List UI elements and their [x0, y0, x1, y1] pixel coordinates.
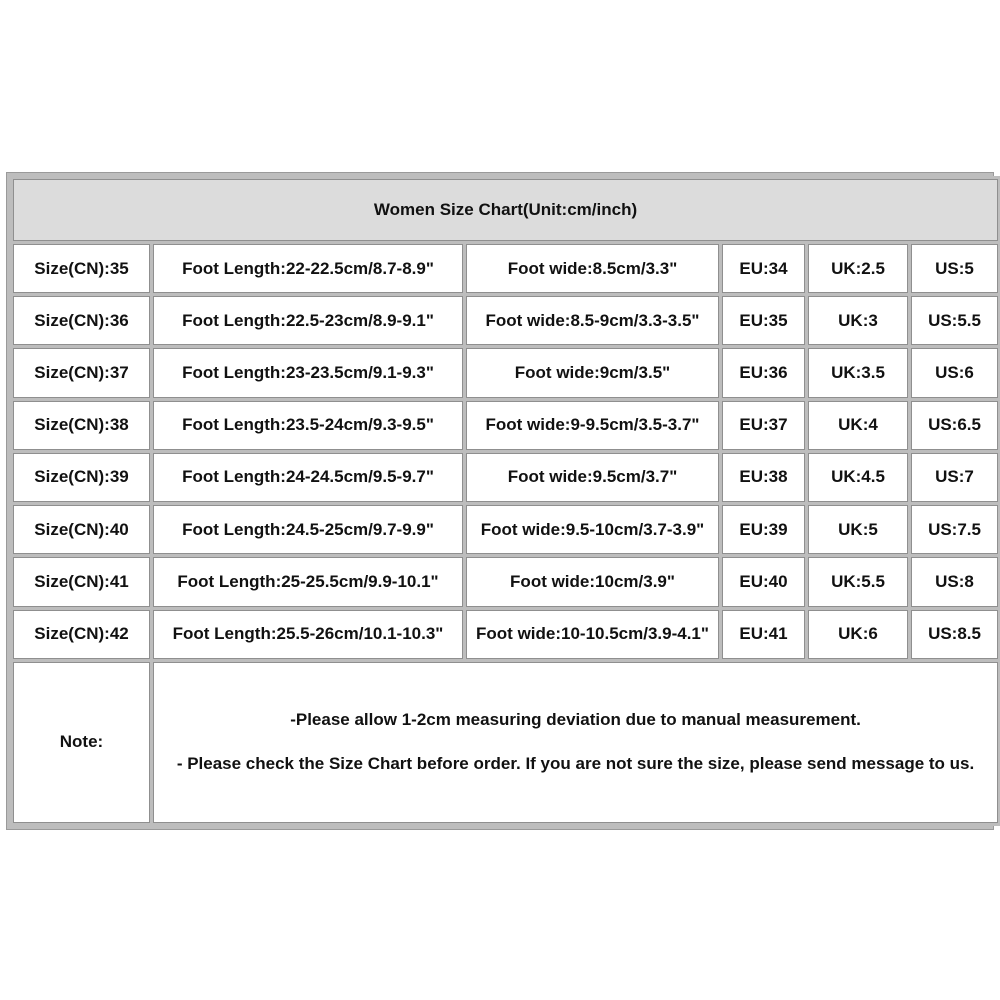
- table-row: [13, 557, 998, 606]
- note-line-deviation: -Please allow 1-2cm measuring deviation due to manual measurement.: [290, 710, 861, 730]
- size-cn-cell: Size(CN):38: [13, 401, 150, 450]
- note-text: [153, 662, 998, 823]
- us-size-cell: US:7: [911, 453, 998, 502]
- note-line-check-chart: - Please check the Size Chart before order. If you are not sure the size, please send message to us.: [176, 754, 975, 774]
- us-size-cell: US:5: [911, 244, 998, 293]
- table-row: [13, 453, 998, 502]
- foot-wide-cell: Foot wide:8.5cm/3.3": [466, 244, 719, 293]
- foot-wide-cell: Foot wide:10cm/3.9": [466, 557, 719, 606]
- uk-size-cell: UK:5.5: [808, 557, 908, 606]
- us-size-cell: US:7.5: [911, 505, 998, 554]
- eu-size-cell: EU:38: [722, 453, 805, 502]
- size-cn-cell: Size(CN):39: [13, 453, 150, 502]
- foot-length-cell: Foot Length:25-25.5cm/9.9-10.1": [153, 557, 463, 606]
- foot-length-cell: Foot Length:22.5-23cm/8.9-9.1": [153, 296, 463, 345]
- table-row: [13, 610, 998, 659]
- uk-size-cell: UK:4: [808, 401, 908, 450]
- us-size-cell: US:5.5: [911, 296, 998, 345]
- foot-length-cell: Foot Length:24.5-25cm/9.7-9.9": [153, 505, 463, 554]
- us-size-cell: US:8.5: [911, 610, 998, 659]
- foot-wide-cell: Foot wide:9.5-10cm/3.7-3.9": [466, 505, 719, 554]
- eu-size-cell: EU:34: [722, 244, 805, 293]
- size-cn-cell: Size(CN):37: [13, 348, 150, 397]
- foot-wide-cell: Foot wide:9cm/3.5": [466, 348, 719, 397]
- us-size-cell: US:6: [911, 348, 998, 397]
- note-row: [13, 662, 998, 823]
- table-row: [13, 348, 998, 397]
- eu-size-cell: EU:37: [722, 401, 805, 450]
- foot-wide-cell: Foot wide:9-9.5cm/3.5-3.7": [466, 401, 719, 450]
- table-row: [13, 401, 998, 450]
- eu-size-cell: EU:36: [722, 348, 805, 397]
- eu-size-cell: EU:35: [722, 296, 805, 345]
- size-table: [10, 176, 1000, 826]
- title-row: [13, 179, 998, 241]
- uk-size-cell: UK:5: [808, 505, 908, 554]
- table-row: [13, 296, 998, 345]
- uk-size-cell: UK:6: [808, 610, 908, 659]
- us-size-cell: US:8: [911, 557, 998, 606]
- eu-size-cell: EU:39: [722, 505, 805, 554]
- uk-size-cell: UK:3.5: [808, 348, 908, 397]
- uk-size-cell: UK:2.5: [808, 244, 908, 293]
- foot-length-cell: Foot Length:24-24.5cm/9.5-9.7": [153, 453, 463, 502]
- table-row: [13, 505, 998, 554]
- size-cn-cell: Size(CN):36: [13, 296, 150, 345]
- table-row: [13, 244, 998, 293]
- note-spacer: [164, 731, 987, 753]
- uk-size-cell: UK:4.5: [808, 453, 908, 502]
- foot-wide-cell: Foot wide:9.5cm/3.7": [466, 453, 719, 502]
- chart-title: Women Size Chart(Unit:cm/inch): [13, 179, 998, 241]
- eu-size-cell: EU:41: [722, 610, 805, 659]
- uk-size-cell: UK:3: [808, 296, 908, 345]
- eu-size-cell: EU:40: [722, 557, 805, 606]
- foot-wide-cell: Foot wide:8.5-9cm/3.3-3.5": [466, 296, 719, 345]
- size-cn-cell: Size(CN):40: [13, 505, 150, 554]
- size-cn-cell: Size(CN):35: [13, 244, 150, 293]
- foot-length-cell: Foot Length:25.5-26cm/10.1-10.3": [153, 610, 463, 659]
- us-size-cell: US:6.5: [911, 401, 998, 450]
- note-label: Note:: [13, 662, 150, 823]
- size-cn-cell: Size(CN):42: [13, 610, 150, 659]
- foot-length-cell: Foot Length:23-23.5cm/9.1-9.3": [153, 348, 463, 397]
- foot-wide-cell: Foot wide:10-10.5cm/3.9-4.1": [466, 610, 719, 659]
- size-cn-cell: Size(CN):41: [13, 557, 150, 606]
- foot-length-cell: Foot Length:23.5-24cm/9.3-9.5": [153, 401, 463, 450]
- size-chart: [6, 172, 994, 830]
- foot-length-cell: Foot Length:22-22.5cm/8.7-8.9": [153, 244, 463, 293]
